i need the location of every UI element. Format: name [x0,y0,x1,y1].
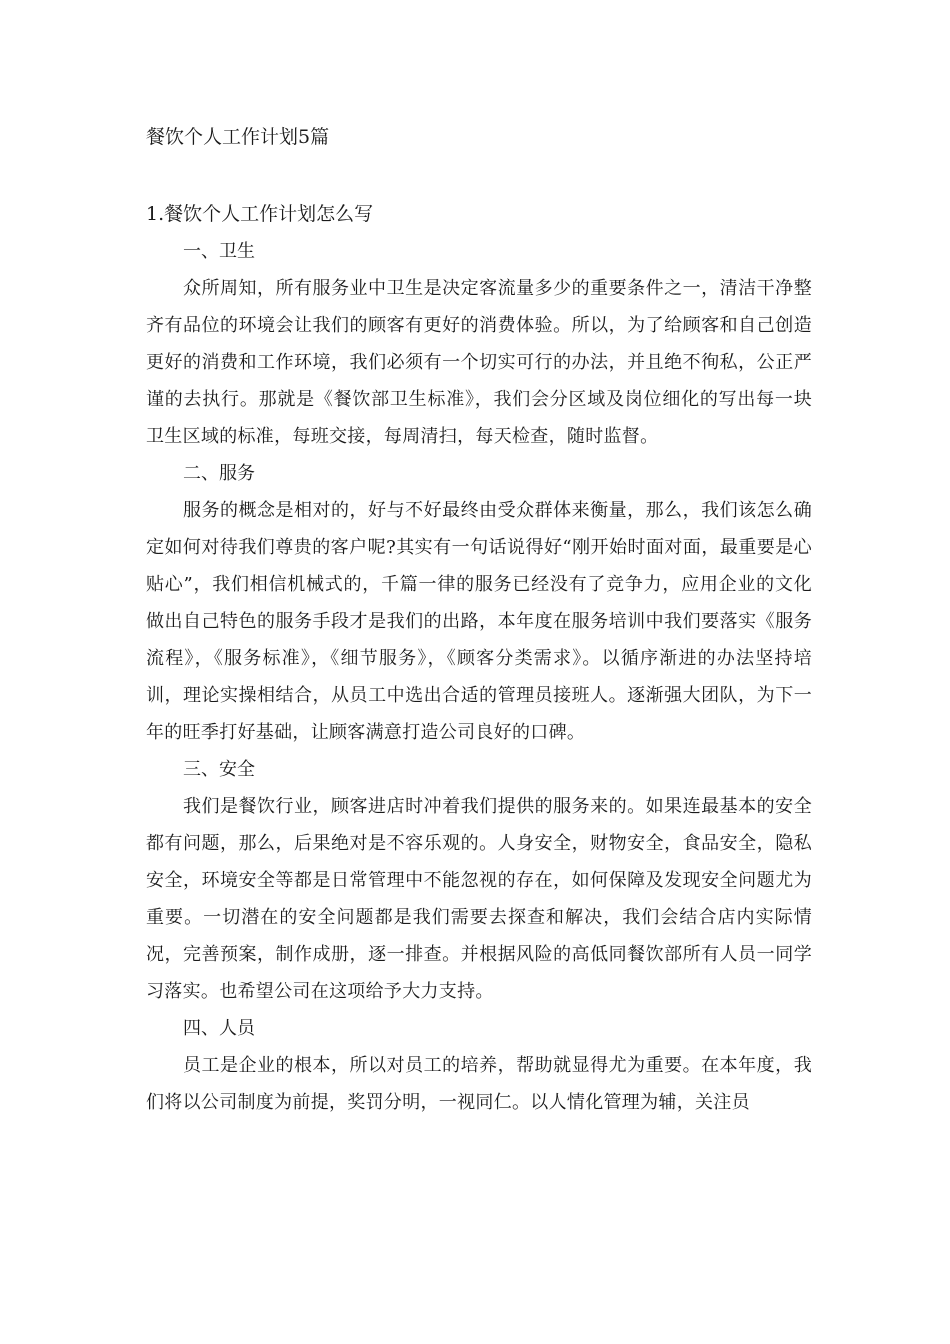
paragraph-safety: 我们是餐饮行业，顾客进店时冲着我们提供的服务来的。如果连最基本的安全都有问题，那么，后果绝对是不容乐观的。人身安全，财物安全，食品安全，隐私安全，环境安全等都是日常管理中不能忽视的存在，如何保障及发现安全问题尤为重要。一切潜在的安全问题都是我们需要去探查和解决，我们会结合店内实际情况，完善预案，制作成册，逐一排查。并根据风险的高低同餐饮部所有人员一同学习落实。也希望公司在这项给予大力支持。 [146,796,812,1002]
paragraph-hygiene: 众所周知，所有服务业中卫生是决定客流量多少的重要条件之一，清洁干净整齐有品位的环境会让我们的顾客有更好的消费体验。所以，为了给顾客和自己创造更好的消费和工作环境，我们必须有一个切实可行的办法，并且绝不徇私，公正严谨的去执行。那就是《餐饮部卫生标准》，我们会分区域及岗位细化的写出每一块卫生区域的标准，每班交接，每周清扫，每天检查，随时监督。 [146,278,812,447]
paragraph-staff: 员工是企业的根本，所以对员工的培养，帮助就显得尤为重要。在本年度，我们将以公司制度为前提，奖罚分明，一视同仁。以人情化管理为辅，关注员 [146,1055,812,1113]
heading-service: 二、服务 [183,463,255,484]
heading-safety: 三、安全 [183,759,255,780]
heading-staff: 四、人员 [183,1018,255,1039]
heading-hygiene: 一、卫生 [183,241,255,262]
document-title: 餐饮个人工作计划5篇 [146,126,330,148]
document-body [146,196,812,1121]
paragraph-service: 服务的概念是相对的，好与不好最终由受众群体来衡量，那么，我们该怎么确定如何对待我们尊贵的客户呢?其实有一句话说得好“刚开始时面对面，最重要是心贴心”，我们相信机械式的，千篇一律的服务已经没有了竞争力，应用企业的文化做出自己特色的服务手段才是我们的出路，本年度在服务培训中我们要落实《服务流程》，《服务标准》，《细节服务》，《顾客分类需求》。以循序渐进的办法坚持培训，理论实操相结合，从员工中选出合适的管理员接班人。逐渐强大团队，为下一年的旺季打好基础，让顾客满意打造公司良好的口碑。 [146,500,812,743]
section-title: 1.餐饮个人工作计划怎么写 [146,203,374,225]
